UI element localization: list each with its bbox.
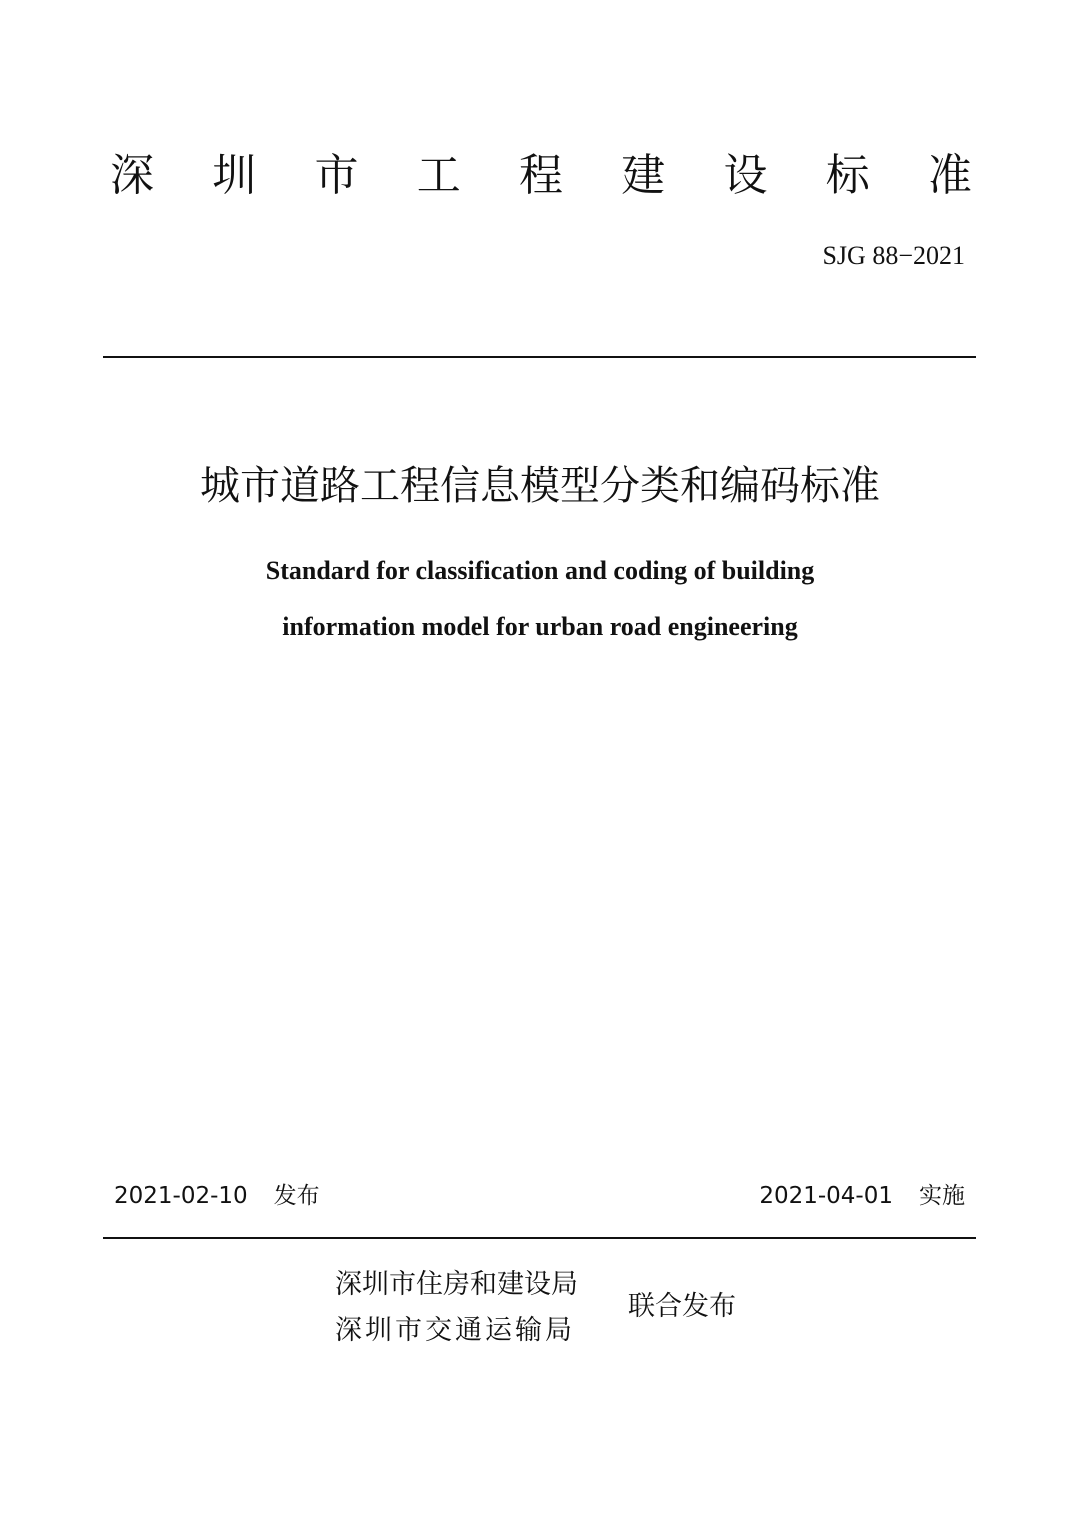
series-title-char: 设 [723,150,768,201]
release-date: 2021-02-10 [114,1183,248,1209]
series-title-char: 市 [314,150,359,201]
series-title-char: 工 [416,150,461,201]
standard-number: SJG 88−2021 [822,241,965,270]
document-title-english-line-2: information model for urban road engineering [282,612,798,641]
issuer-transport-bureau: 深圳市交通运输局 [335,1315,575,1346]
implementation-label: 实施 [919,1183,965,1209]
release-label: 发布 [273,1183,320,1209]
issuer-housing-bureau: 深圳市住房和建设局 [335,1269,578,1300]
implementation-date: 2021-04-01 [759,1183,893,1209]
series-title-char: 圳 [212,150,257,201]
series-title-char: 建 [621,150,666,201]
top-divider [103,356,976,358]
series-title-char: 准 [928,150,972,201]
series-title-char: 程 [519,150,563,201]
document-title-english-line-1: Standard for classification and coding of building [265,556,815,585]
bottom-divider [103,1237,976,1239]
release-info [114,1180,320,1212]
implementation-info [759,1180,965,1212]
joint-release-label: 联合发布 [628,1291,736,1322]
series-title-char: 标 [825,150,870,201]
series-title [110,148,972,204]
document-title-chinese: 城市道路工程信息模型分类和编码标准 [200,463,880,509]
series-title-char: 深 [110,150,154,201]
issuing-authorities [335,1262,578,1354]
